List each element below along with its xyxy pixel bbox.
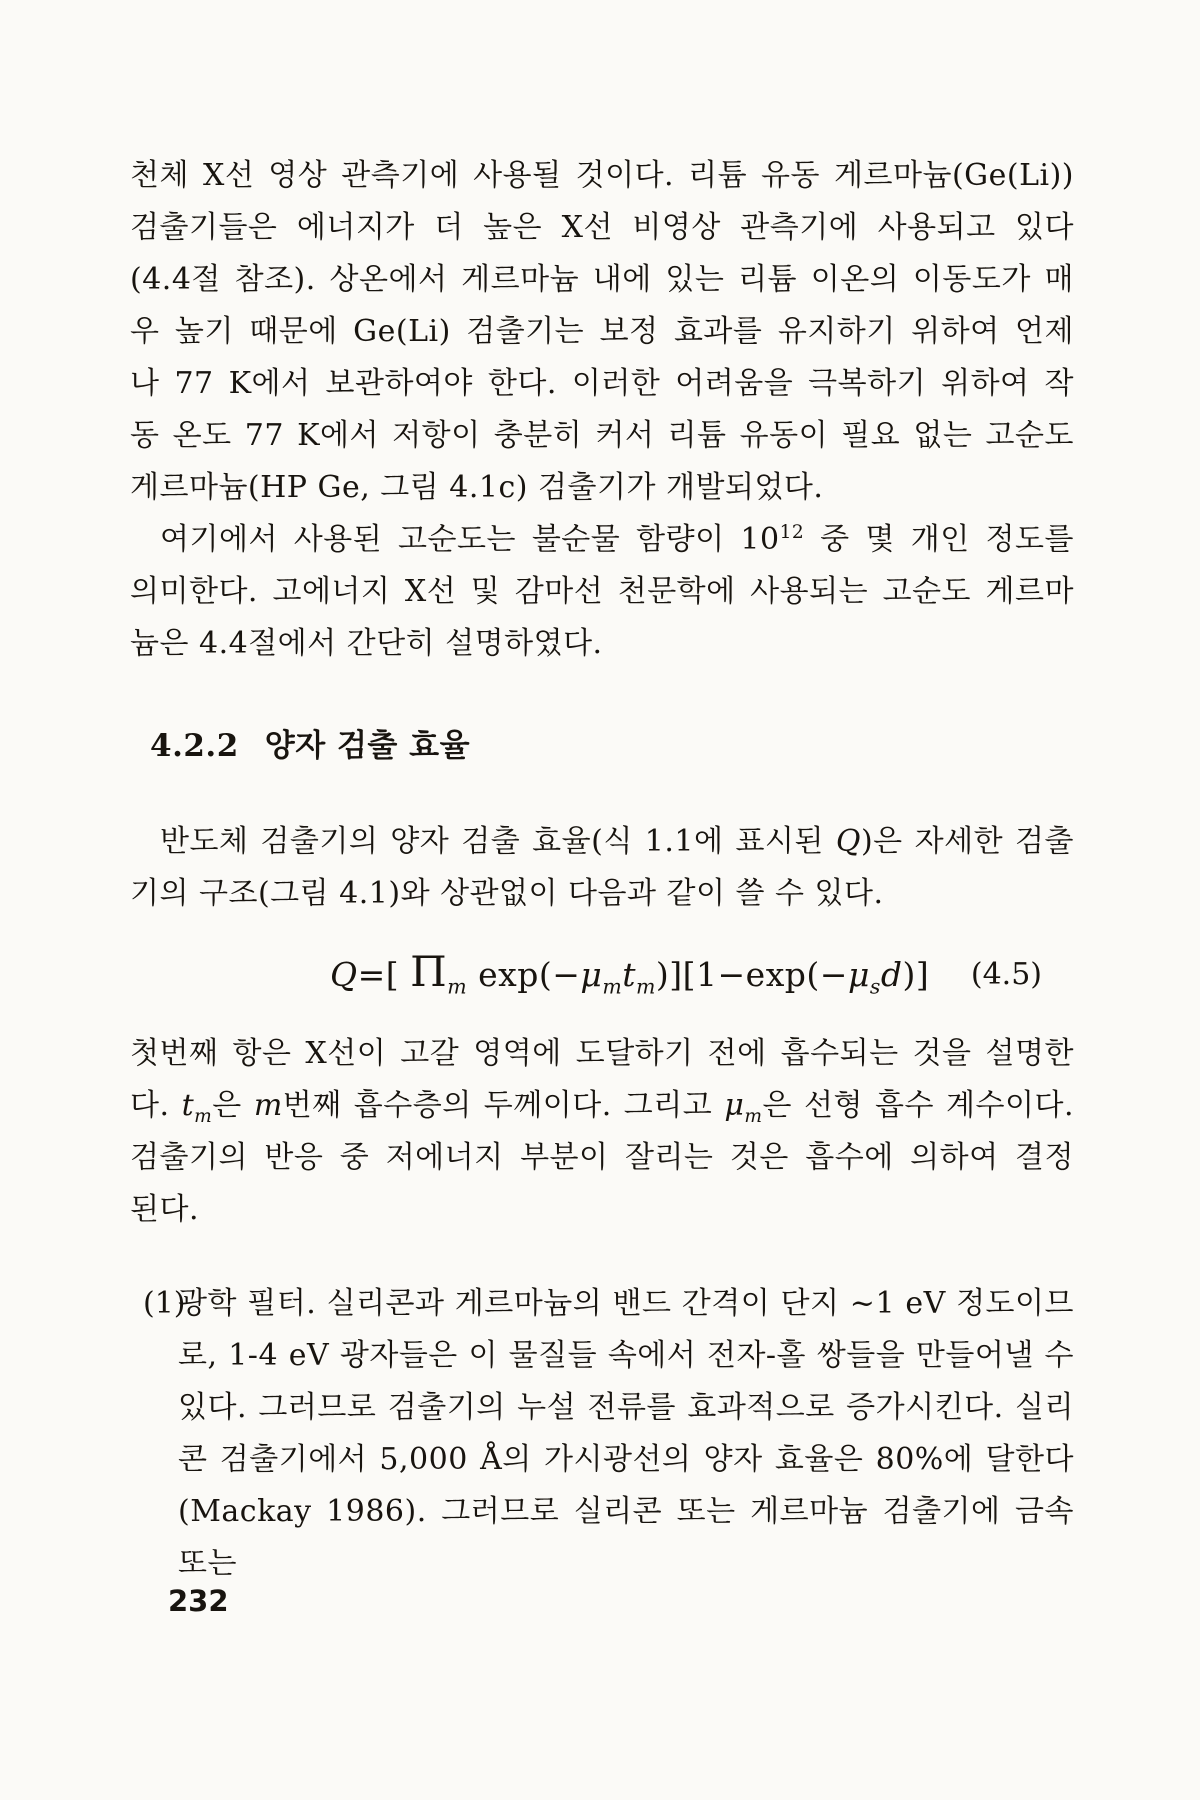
product-symbol: Π [410,946,448,996]
subscript-s: s [869,974,881,999]
text-segment: 반도체 검출기의 양자 검출 효율(식 1.1에 표시된 [160,824,836,859]
text-line: 기의 구조(그림 4.1)와 상관없이 다음과 같이 쓸 수 있다. [130,876,884,911]
text-line: 있다. 그러므로 검출기의 누설 전류를 효과적으로 증가시킨다. 실리 [178,1390,1074,1425]
variable-m: m [253,1088,283,1123]
text-line [130,816,1074,868]
paragraph-quantum-efficiency [130,816,1074,920]
variable-q: Q [330,954,358,994]
subscript-m: m [194,1106,213,1127]
paragraph-absorption [130,1028,1074,1236]
subscript-m: m [744,1106,763,1127]
text-line: 우 높기 때문에 Ge(Li) 검출기는 보정 효과를 유지하기 위하여 언제 [130,314,1074,349]
text-segment: 은 [212,1088,254,1123]
equation-row [130,942,1074,1006]
text-line: 게르마늄(HP Ge, 그림 4.1c) 검출기가 개발되었다. [130,470,824,505]
text-line: 천체 X선 영상 관측기에 사용될 것이다. 리튬 유동 게르마늄(Ge(Li)) [130,158,1074,193]
text-line [130,514,1074,566]
section-number: 4.2.2 [150,728,239,764]
variable-mu: μ [847,954,870,994]
equation-text: )][1−exp(− [655,954,848,994]
text-line: 로, 1-4 eV 광자들은 이 물질들 속에서 전자-홀 쌍들을 만들어낼 수 [178,1338,1074,1373]
paragraph-intro [130,150,1074,514]
text-line: 콘 검출기에서 5,000 Å의 가시광선의 양자 효율은 80%에 달한다 [178,1442,1074,1477]
subscript-m: m [602,974,623,999]
text-segment: 여기에서 사용된 고순도는 불순물 함량이 10 [160,522,780,557]
list-item-optical-filter [130,1278,1074,1590]
text-segment: 다. [130,1088,182,1123]
page-number: 232 [168,1584,229,1618]
variable-mu: μ [580,954,603,994]
variable-d: d [880,954,903,994]
text-line [130,1080,1074,1132]
equation-operator: =[ [357,954,411,994]
text-line: 검출기들은 에너지가 더 높은 X선 비영상 관측기에 사용되고 있다 [130,210,1074,245]
text-segment: 번째 흡수층의 두께이다. 그리고 [282,1088,725,1123]
equation-number: (4.5) [970,956,1042,992]
text-segment: 은 선형 흡수 계수이다. [762,1088,1074,1123]
equation-text: exp(− [467,954,581,994]
text-line: 광학 필터. 실리콘과 게르마늄의 밴드 간격이 단지 ~1 eV 정도이므 [178,1286,1074,1321]
variable-mu: μ [724,1088,745,1123]
text-segment: )은 자세한 검출 [860,824,1074,859]
section-heading [130,720,1074,772]
text-line: 첫번째 항은 X선이 고갈 영역에 도달하기 전에 흡수되는 것을 설명한 [130,1036,1074,1071]
text-line: 검출기의 반응 중 저에너지 부분이 잘리는 것은 흡수에 의하여 결정 [130,1140,1074,1175]
equation [330,946,930,999]
equation-text: )] [902,954,930,994]
text-line: (4.4절 참조). 상온에서 게르마늄 내에 있는 리튬 이온의 이동도가 매 [130,262,1074,297]
text-line: 의미한다. 고에너지 X선 및 감마선 천문학에 사용되는 고순도 게르마 [130,574,1074,609]
body-column [130,150,1074,1590]
text-line: 동 온도 77 K에서 저항이 충분히 커서 리튬 유동이 필요 없는 고순도 [130,418,1074,453]
text-line: (Mackay 1986). 그러므로 실리콘 또는 게르마늄 검출기에 금속 또는 [178,1494,1074,1581]
subscript-m: m [447,974,468,999]
list-marker: (1) [143,1286,186,1321]
text-line: 나 77 K에서 보관하여야 한다. 이러한 어려움을 극복하기 위하여 작 [130,366,1074,401]
section-title: 양자 검출 효율 [264,728,471,764]
paragraph-purity [130,514,1074,670]
superscript-exponent: 12 [779,522,805,543]
subscript-m: m [636,974,656,999]
text-line: 늄은 4.4절에서 간단히 설명하였다. [130,626,603,661]
variable-t: t [622,954,636,994]
text-line: 된다. [130,1192,199,1227]
text-segment: 중 몇 개인 정도를 [804,522,1074,557]
variable-q: Q [835,824,861,859]
variable-t: t [181,1088,195,1123]
